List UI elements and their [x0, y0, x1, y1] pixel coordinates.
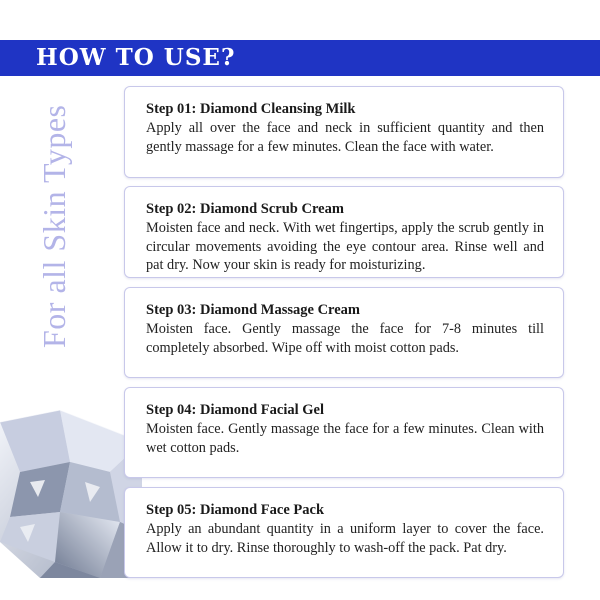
step-text: Apply an abundant quantity in a uniform layer to cover the face. Allow it to dry. Rinse thoroughly to wash-off the pack. Pat dry.	[146, 521, 544, 556]
skin-types-label: For all Skin Types	[36, 104, 72, 348]
step-card-5	[124, 487, 564, 578]
step-card-4	[124, 387, 564, 478]
step-text: Moisten face. Gently massage the face for a few minutes. Clean with wet cotton pads.	[146, 421, 544, 456]
step-card-1	[124, 86, 564, 178]
page-title: HOW TO USE?	[36, 44, 236, 71]
diamond-image	[0, 402, 142, 578]
header-banner	[0, 40, 600, 76]
step-text: Apply all over the face and neck in sufficient quantity and then gently massage for a few minutes. Clean the face with water.	[146, 120, 544, 155]
step-title: Step 05: Diamond Face Pack	[146, 502, 325, 518]
step-card-2	[124, 186, 564, 278]
step-card-3	[124, 287, 564, 378]
step-title: Step 01: Diamond Cleansing Milk	[146, 101, 356, 117]
step-text: Moisten face. Gently massage the face for 7-8 minutes till completely absorbed. Wipe off with moist cotton pads.	[146, 321, 544, 356]
step-title: Step 03: Diamond Massage Cream	[146, 302, 360, 318]
step-title: Step 02: Diamond Scrub Cream	[146, 201, 344, 217]
step-title: Step 04: Diamond Facial Gel	[146, 402, 325, 418]
step-text: Moisten face and neck. With wet fingertips, apply the scrub gently in circular movements avoiding the eye contour area. Rinse well and pat dry. Now your skin is ready for moisturizing.	[146, 220, 544, 273]
